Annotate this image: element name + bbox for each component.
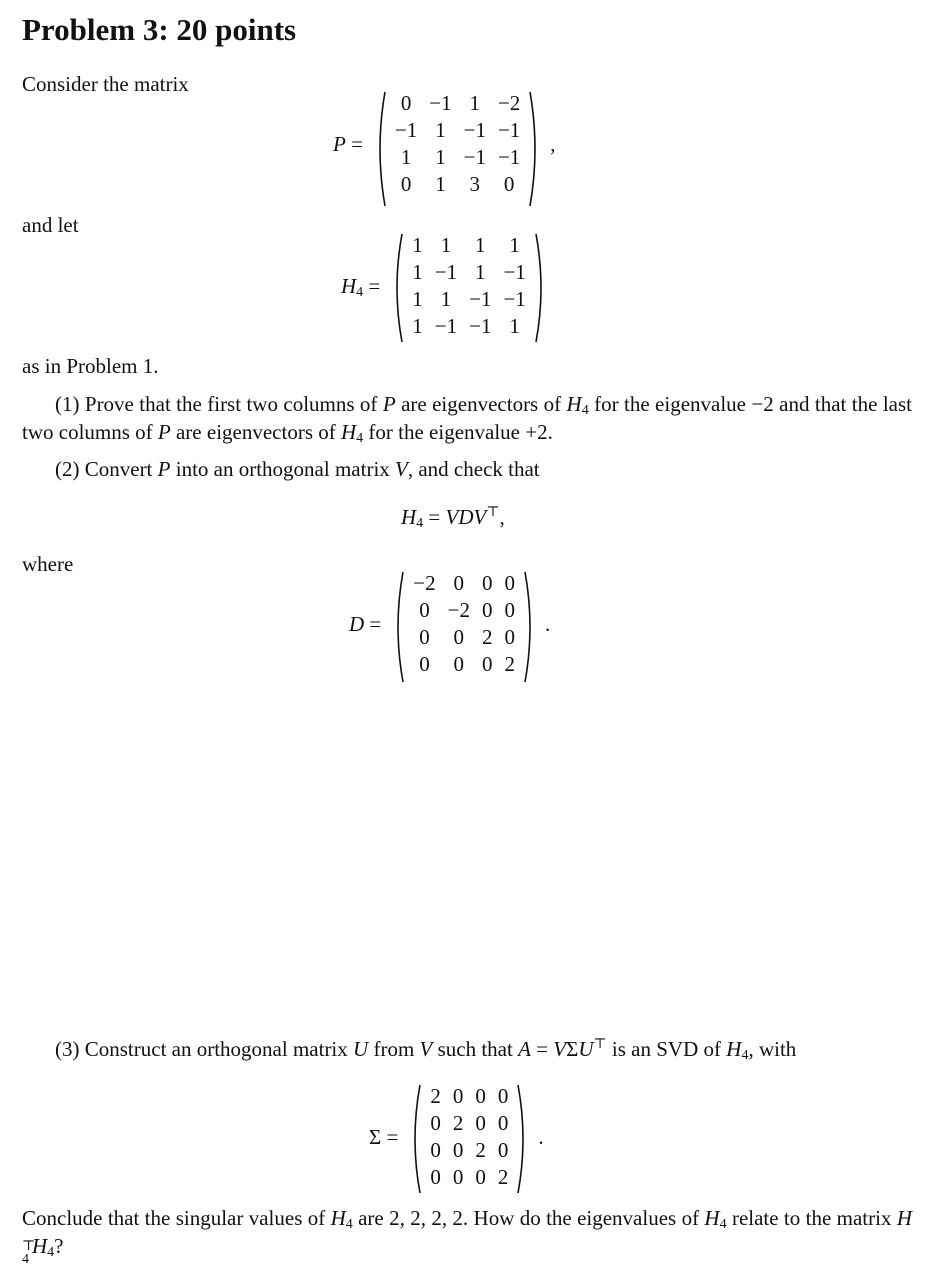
matrix-entry: 1 <box>412 314 423 338</box>
matrix-entry: −1 <box>434 314 458 338</box>
matrix-entry: 1 <box>509 233 520 257</box>
display-equation: $H_4 = VDV^⊤$, <box>401 505 505 531</box>
matrix-entry: 1 <box>475 233 486 257</box>
matrix-sigma <box>408 1083 530 1191</box>
matrix-d-trail: . <box>544 611 551 636</box>
matrix-entry: 1 <box>412 233 423 257</box>
part3-paragraph: (3) Construct an orthogonal matrix U from V such that A = VΣU⊤ is an SVD of $H_4$, with <box>55 1037 797 1063</box>
matrix-entry: 0 <box>497 1111 509 1135</box>
matrix-entry: −1 <box>503 260 526 284</box>
matrix-row <box>424 1110 514 1137</box>
matrix-entry: 0 <box>419 598 430 622</box>
matrix-entry: 3 <box>469 172 481 196</box>
matrix-entry: 0 <box>400 172 412 196</box>
matrix-entry: 0 <box>430 1165 441 1189</box>
matrix-entry: 1 <box>412 260 423 284</box>
matrix-entry: 2 <box>452 1111 464 1135</box>
matrix-entry: 0 <box>430 1111 441 1135</box>
conclude-paragraph: Conclude that the singular values of $H_4$ are 2, 2, 2, 2. How do the eigenvalues of $H_4$ relate to the matrix H ⊤ 4 $H_4$? <box>22 1206 912 1267</box>
matrix-row <box>406 313 532 340</box>
matrix-entry: 2 <box>475 1138 486 1162</box>
matrix-entry: 1 <box>509 314 520 338</box>
matrix-h4-block <box>341 232 548 340</box>
matrix-entry: 1 <box>475 260 486 284</box>
matrix-row <box>424 1137 514 1164</box>
matrix-h4-table <box>406 232 532 340</box>
matrix-row <box>424 1083 514 1110</box>
left-paren-icon <box>408 1083 422 1195</box>
matrix-p <box>373 90 542 198</box>
matrix-entry: 0 <box>419 625 430 649</box>
matrix-entry: 1 <box>435 145 446 169</box>
matrix-entry: 0 <box>453 571 465 595</box>
matrix-entry: 1 <box>400 145 412 169</box>
part1-paragraph: (1) Prove that the first two columns of P are eigenvectors of $H_4$ for the eigenvalue −2 and that the last two columns of P are eigenvectors of $H_4$ for the eigenvalue +2. <box>22 392 912 446</box>
matrix-entry: 1 <box>435 172 446 196</box>
matrix-entry: 0 <box>497 1084 509 1108</box>
matrix-entry: 0 <box>481 571 493 595</box>
left-paren-icon <box>391 570 405 684</box>
left-paren-icon <box>373 90 387 208</box>
matrix-entry: −1 <box>463 118 486 142</box>
matrix-row <box>407 570 521 597</box>
matrix-entry: 0 <box>452 1084 464 1108</box>
matrix-entry: −1 <box>429 91 452 115</box>
matrix-entry: 0 <box>504 598 515 622</box>
matrix-entry: 0 <box>400 91 412 115</box>
matrix-p-table <box>389 90 526 198</box>
matrix-row <box>389 90 526 117</box>
matrix-entry: 1 <box>435 118 446 142</box>
problem-title: Problem 3: 20 points <box>22 12 297 47</box>
matrix-h4-label: $H_4$ = <box>341 273 381 300</box>
matrix-entry: −1 <box>497 118 521 142</box>
matrix-entry: −2 <box>447 598 470 622</box>
matrix-entry: 0 <box>481 598 493 622</box>
matrix-d-table <box>407 570 521 678</box>
matrix-p-block <box>333 90 556 198</box>
matrix-row <box>406 259 532 286</box>
matrix-row <box>424 1164 514 1191</box>
matrix-entry: 1 <box>412 287 423 311</box>
matrix-entry: −1 <box>394 118 418 142</box>
matrix-entry: −2 <box>497 91 521 115</box>
part2-paragraph: (2) Convert P into an orthogonal matrix V, and check that <box>55 457 540 481</box>
matrix-row <box>406 286 532 313</box>
matrix-entry: 2 <box>481 625 493 649</box>
matrix-entry: 0 <box>419 652 430 676</box>
matrix-entry: 0 <box>452 1165 464 1189</box>
matrix-entry: 0 <box>475 1084 486 1108</box>
matrix-entry: −1 <box>463 145 486 169</box>
matrix-entry: −1 <box>497 145 521 169</box>
right-paren-icon <box>516 1083 530 1195</box>
matrix-entry: 0 <box>452 1138 464 1162</box>
where-text: where <box>22 552 74 576</box>
intro-text: Consider the matrix <box>22 72 189 96</box>
matrix-entry: 0 <box>475 1165 486 1189</box>
matrix-sigma-label: Σ = <box>369 1124 399 1149</box>
matrix-d-block <box>349 570 550 678</box>
matrix-entry: 0 <box>453 625 465 649</box>
matrix-p-trail: , <box>550 131 556 156</box>
matrix-sigma-table <box>424 1083 514 1191</box>
matrix-entry: 0 <box>504 625 515 649</box>
matrix-row <box>389 117 526 144</box>
matrix-entry: 2 <box>497 1165 509 1189</box>
and-let-text: and let <box>22 213 79 237</box>
matrix-entry: −1 <box>503 287 526 311</box>
matrix-entry: 0 <box>453 652 465 676</box>
right-paren-icon <box>523 570 537 684</box>
matrix-entry: −1 <box>434 260 458 284</box>
matrix-entry: 0 <box>481 652 493 676</box>
matrix-sigma-block <box>369 1083 544 1191</box>
matrix-entry: 1 <box>440 287 452 311</box>
matrix-entry: 0 <box>497 1138 509 1162</box>
matrix-h4 <box>390 232 548 340</box>
matrix-entry: 0 <box>475 1111 486 1135</box>
matrix-entry: 2 <box>430 1084 441 1108</box>
matrix-row <box>407 651 521 678</box>
matrix-row <box>407 624 521 651</box>
matrix-d-label: D = <box>349 611 382 636</box>
matrix-entry: −1 <box>469 287 492 311</box>
matrix-d <box>391 570 537 678</box>
right-paren-icon <box>534 232 548 344</box>
right-paren-icon <box>528 90 542 208</box>
matrix-entry: 0 <box>503 172 515 196</box>
matrix-row <box>389 171 526 198</box>
matrix-entry: 2 <box>504 652 515 676</box>
matrix-p-label: P = <box>333 131 363 156</box>
matrix-entry: −1 <box>469 314 492 338</box>
matrix-entry: 0 <box>430 1138 441 1162</box>
matrix-row <box>389 144 526 171</box>
matrix-row <box>406 232 532 259</box>
as-in-text: as in Problem 1. <box>22 354 159 378</box>
matrix-entry: 1 <box>469 91 481 115</box>
matrix-sigma-trail: . <box>538 1124 544 1149</box>
matrix-entry: −2 <box>413 571 436 595</box>
matrix-entry: 1 <box>440 233 452 257</box>
left-paren-icon <box>390 232 404 344</box>
matrix-entry: 0 <box>504 571 515 595</box>
matrix-row <box>407 597 521 624</box>
